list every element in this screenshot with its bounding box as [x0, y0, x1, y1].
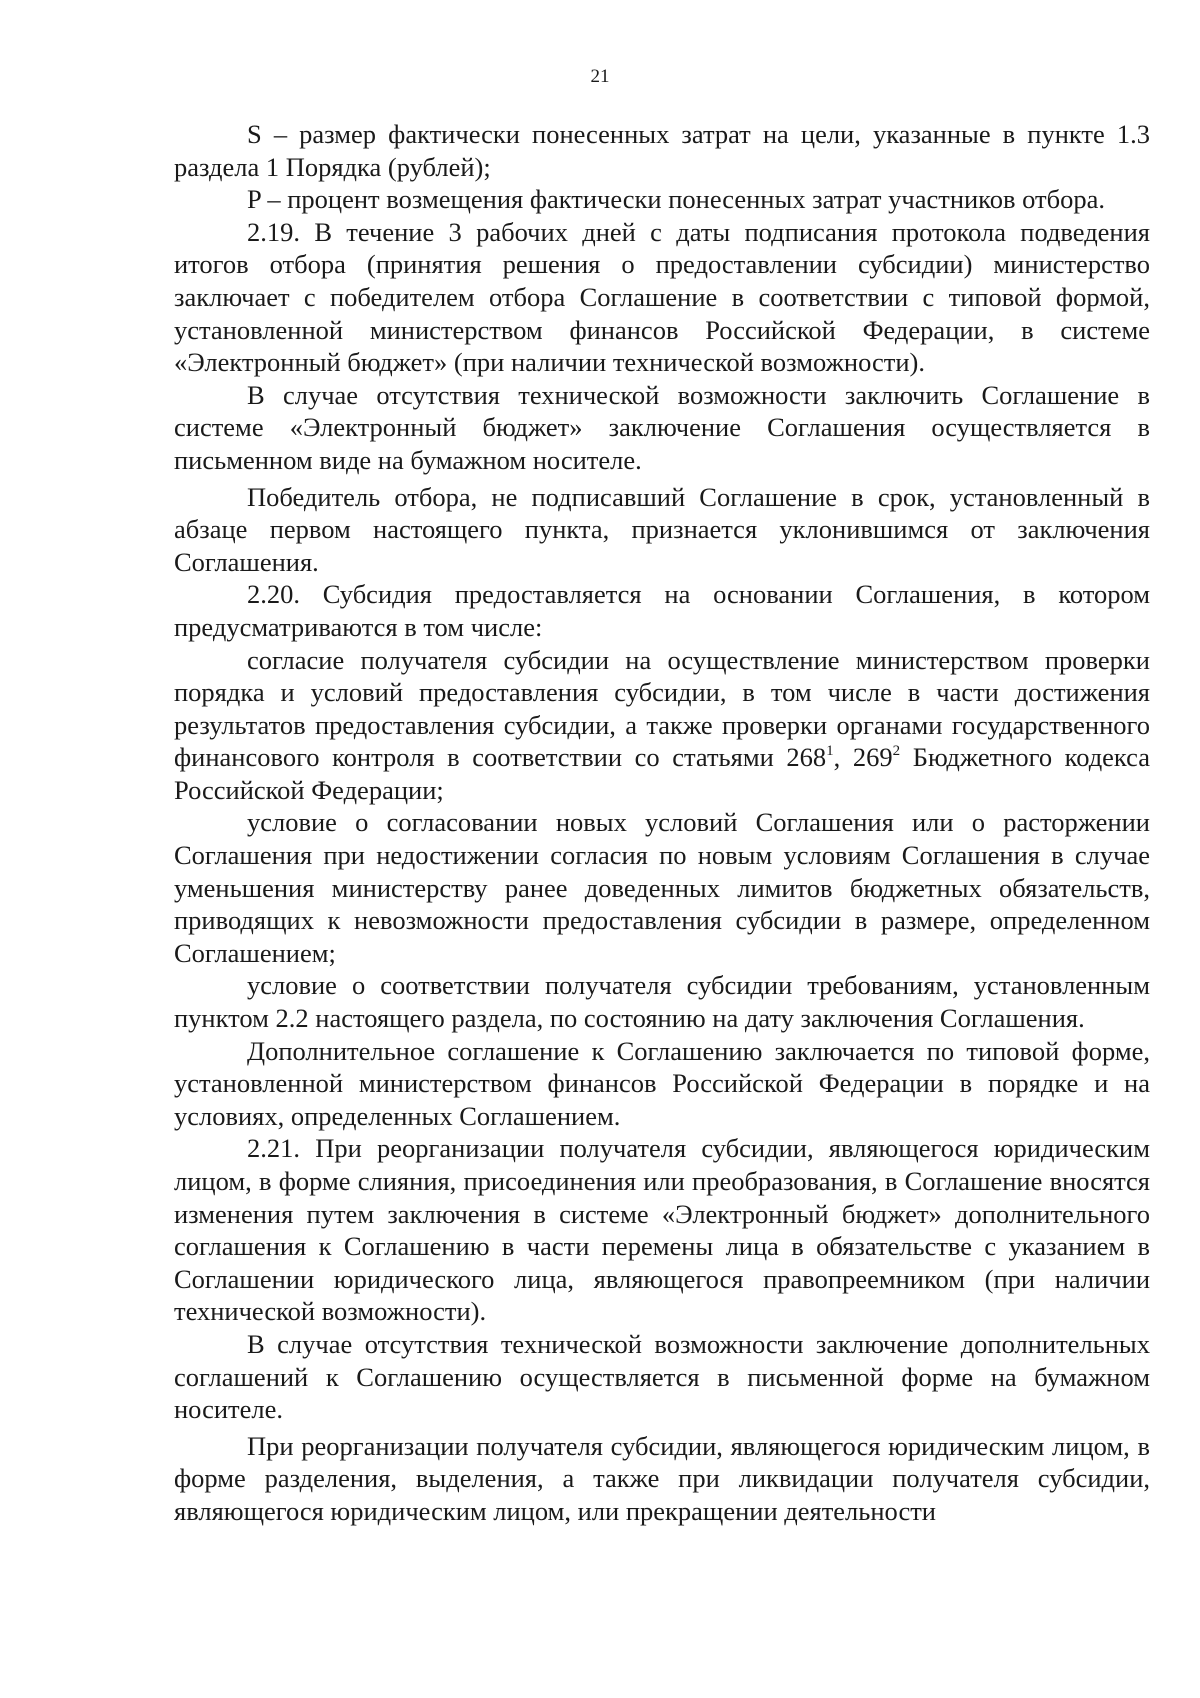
paragraph-compliance-condition: условие о соответствии получателя субсидии требованиям, установленным пунктом 2.2 настоящего раздела, по состоянию на дату заключения Соглашения.: [174, 970, 1150, 1034]
paragraph-additional-agreement: Дополнительное соглашение к Соглашению заключается по типовой форме, установленной министерством финансов Российской Федерации в порядке и на условиях, определенных Соглашением.: [174, 1035, 1150, 1131]
paragraph-2-19: 2.19. В течение 3 рабочих дней с даты подписания протокола подведения итогов отбора (принятия решения о предоставлении субсидии) министерство заключает с победителем отбора Соглашение в соответствии с типовой формой, установленной министерством финансов Российской Федерации, в системе «Электронный бюджет» (при наличии технической возможности).: [174, 216, 1150, 378]
paragraph-no-tech-possibility: В случае отсутствия технической возможности заключить Соглашение в системе «Электронный бюджет» заключение Соглашения осуществляется в письменном виде на бумажном носителе.: [174, 379, 1150, 475]
paragraph-reorganization: При реорганизации получателя субсидии, являющегося юридическим лицом, в форме разделения, выделения, а также при ликвидации получателя субсидии, являющегося юридическим лицом, или прекращении деятельности: [174, 1430, 1150, 1526]
document-body: [174, 118, 1150, 1528]
footnote-superscript-1: 1: [826, 743, 834, 760]
paragraph-paper-form: В случае отсутствия технической возможности заключение дополнительных соглашений к Соглашению осуществляется в письменной форме на бумажном носителе.: [174, 1328, 1150, 1425]
consent-text-mid: , 269: [833, 742, 893, 773]
consent-text-before: согласие получателя субсидии на осуществление министерством проверки порядка и условий предоставления субсидии, в том числе в части достижения результатов предоставления субсидии, а также проверки органами государственного финансового контроля в соответствии со статьями 268: [174, 644, 1150, 773]
paragraph-winner-evasion: Победитель отбора, не подписавший Соглашение в срок, установленный в абзаце первом настоящего пункта, признается уклонившимся от заключения Соглашения.: [174, 481, 1150, 577]
paragraph-p-definition: P – процент возмещения фактически понесенных затрат участников отбора.: [247, 184, 1105, 215]
footnote-superscript-2: 2: [892, 743, 901, 760]
consent-text-after: Бюджетного кодекса Российской Федерации;: [174, 742, 1150, 805]
paragraph-s-definition: S – размер фактически понесенных затрат на цели, указанные в пункте 1.3 раздела 1 Порядка (рублей);: [174, 119, 1150, 182]
paragraph-2-20: 2.20. Субсидия предоставляется на основании Соглашения, в котором предусматриваются в том числе:: [174, 579, 1150, 642]
paragraph-2-21: 2.21. При реорганизации получателя субсидии, являющегося юридическим лицом, в форме слияния, присоединения или преобразования, в Соглашение вносятся изменения путем заключения в системе «Электронный бюджет» дополнительного соглашения к Соглашению в части перемены лица в обязательстве с указанием в Соглашении юридического лица, являющегося правопреемником (при наличии технической возможности).: [174, 1133, 1150, 1327]
paragraph-recipient-consent: [174, 644, 1150, 807]
paragraph-new-conditions: условие о согласовании новых условий Соглашения или о расторжении Соглашения при недостижении согласия по новым условиям Соглашения в случае уменьшения министерству ранее доведенных лимитов бюджетных обязательств, приводящих к невозможности предоставления субсидии в размере, определенном Соглашением;: [174, 807, 1150, 968]
page-number: 21: [590, 66, 610, 87]
